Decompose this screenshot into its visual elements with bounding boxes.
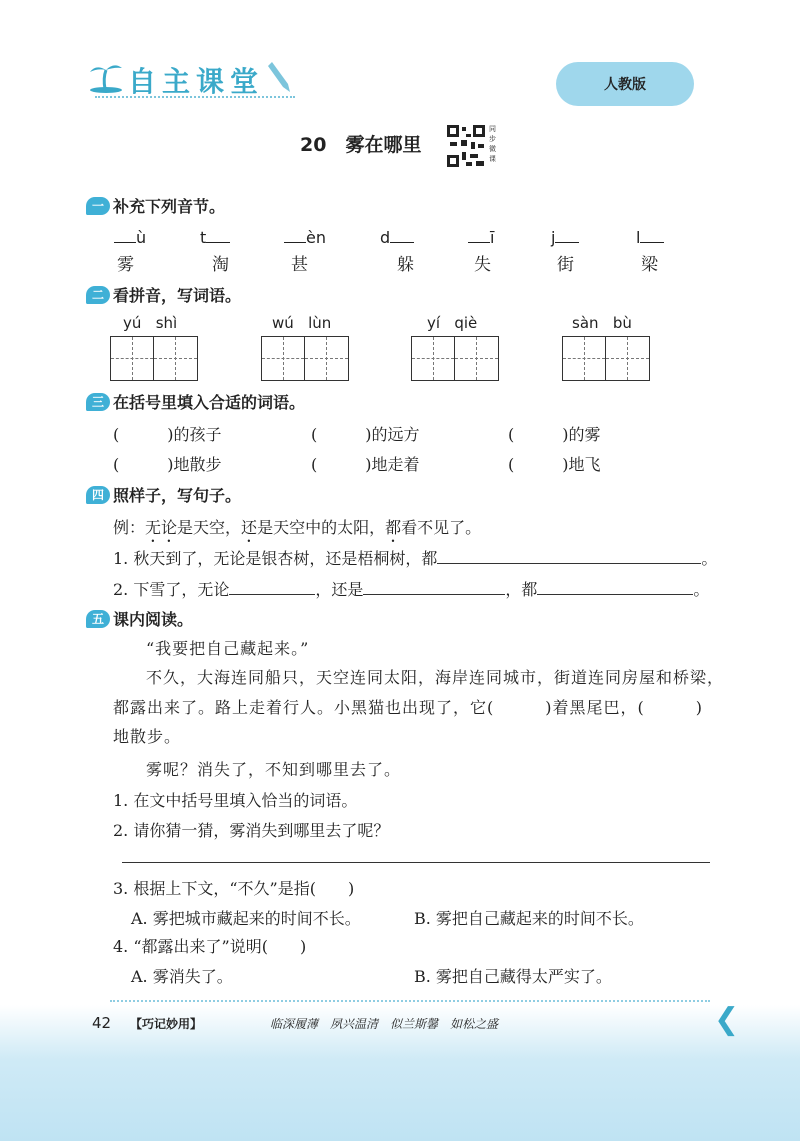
passage-line[interactable]: 都露出来了。路上走着行人。小黑猫也出现了，它( )着黑尾巴，( ) xyxy=(113,698,703,717)
char-5: 失 xyxy=(474,255,491,275)
char-4: 躲 xyxy=(397,255,414,275)
reading-question-4[interactable]: 4. “都露出来了”说明( ) xyxy=(113,937,307,956)
footer-divider xyxy=(110,1000,710,1002)
passage-line: 地散步。 xyxy=(113,727,182,746)
chevron-left-icon[interactable]: ❮ xyxy=(714,1002,740,1037)
writing-grid-3[interactable] xyxy=(411,336,499,381)
syllable-2[interactable]: t xyxy=(200,228,230,247)
syllable-5[interactable]: ī xyxy=(468,228,494,247)
answer-line[interactable] xyxy=(122,862,710,863)
section-heading-text: 在括号里填入合适的词语。 xyxy=(113,393,306,412)
option-a[interactable]: A. 雾把城市藏起来的时间不长。 xyxy=(131,909,361,928)
writing-grid-4[interactable] xyxy=(562,336,650,381)
pinyin-word-4: sàn bù xyxy=(572,314,632,332)
fill-blank[interactable]: ( )地散步 xyxy=(113,455,222,474)
section-badge: 一 xyxy=(86,197,110,215)
fill-blank[interactable]: ( )的孩子 xyxy=(113,425,222,444)
fill-blank[interactable]: ( )地飞 xyxy=(508,455,601,474)
section-heading-text: 补充下列音节。 xyxy=(113,197,226,216)
page-number: 42 xyxy=(92,1014,112,1032)
section-badge: 二 xyxy=(86,286,110,304)
reading-question-3[interactable]: 3. 根据上下文，“不久”是指( ) xyxy=(113,879,355,898)
fill-blank[interactable]: ( )的远方 xyxy=(311,425,420,444)
syllable-3[interactable]: èn xyxy=(284,228,326,247)
pencil-icon xyxy=(268,58,294,94)
section-4-heading xyxy=(86,483,241,506)
reading-question-2: 2. 请你猜一猜，雾消失到哪里去了呢？ xyxy=(113,821,390,840)
syllable-7[interactable]: l xyxy=(636,228,664,247)
lesson-title: 20 雾在哪里 xyxy=(300,134,422,156)
section-badge: 三 xyxy=(86,393,110,411)
passage-line: “我要把自己藏起来。” xyxy=(146,639,310,658)
syllable-1[interactable]: ù xyxy=(114,228,146,247)
writing-grid-1[interactable] xyxy=(110,336,198,381)
qr-caption: 同步微课 xyxy=(489,125,496,163)
sentence-question-2[interactable]: 2. 下雪了，无论 ，还是 ，都 。 xyxy=(113,580,710,599)
section-heading-text: 课内阅读。 xyxy=(113,610,194,629)
pinyin-word-3: yí qiè xyxy=(427,314,478,332)
char-3: 甚 xyxy=(291,255,308,275)
tip-label: 【巧记妙用】 xyxy=(130,1017,203,1031)
section-heading-text: 照样子，写句子。 xyxy=(113,486,242,505)
section-1-heading xyxy=(86,194,225,217)
example-sentence: 例：无论是天空，还是天空中的太阳，都看不见了。 xyxy=(113,518,482,537)
reading-question-1: 1. 在文中括号里填入恰当的词语。 xyxy=(113,791,358,810)
brand-title: 自主课堂 xyxy=(128,65,265,98)
syllable-4[interactable]: d xyxy=(380,228,414,247)
pinyin-word-1: yú shì xyxy=(123,314,178,332)
pinyin-word-2: wú lùn xyxy=(272,314,332,332)
section-5-heading xyxy=(86,607,193,630)
section-badge: 四 xyxy=(86,486,110,504)
fill-blank[interactable]: ( )地走着 xyxy=(311,455,420,474)
qr-code-icon[interactable] xyxy=(446,124,486,168)
char-2: 淘 xyxy=(212,255,229,275)
sentence-question-1[interactable]: 1. 秋天到了，无论是银杏树，还是梧桐树，都 。 xyxy=(113,549,718,568)
char-1: 雾 xyxy=(117,255,134,275)
passage-line: 雾呢？消失了，不知到哪里去了。 xyxy=(146,760,402,779)
section-heading-text: 看拼音，写词语。 xyxy=(113,286,242,305)
section-3-heading xyxy=(86,390,305,413)
brand-underline xyxy=(95,96,295,98)
section-badge: 五 xyxy=(86,610,110,628)
option-b[interactable]: B. 雾把自己藏得太严实了。 xyxy=(414,967,612,986)
passage-line: 不久，大海连同船只，天空连同太阳，海岸连同城市，街道连同房屋和桥梁， xyxy=(146,668,725,687)
char-6: 街 xyxy=(557,255,574,275)
palm-tree-icon xyxy=(88,60,124,94)
section-2-heading xyxy=(86,283,241,306)
idioms-text: 临深履薄 夙兴温清 似兰斯馨 如松之盛 xyxy=(270,1017,499,1031)
option-a[interactable]: A. 雾消失了。 xyxy=(131,967,233,986)
edition-badge: 人教版 xyxy=(556,62,694,106)
fill-blank[interactable]: ( )的雾 xyxy=(508,425,601,444)
writing-grid-2[interactable] xyxy=(261,336,349,381)
syllable-6[interactable]: j xyxy=(551,228,579,247)
option-b[interactable]: B. 雾把自己藏起来的时间不长。 xyxy=(414,909,644,928)
char-7: 梁 xyxy=(641,255,658,275)
